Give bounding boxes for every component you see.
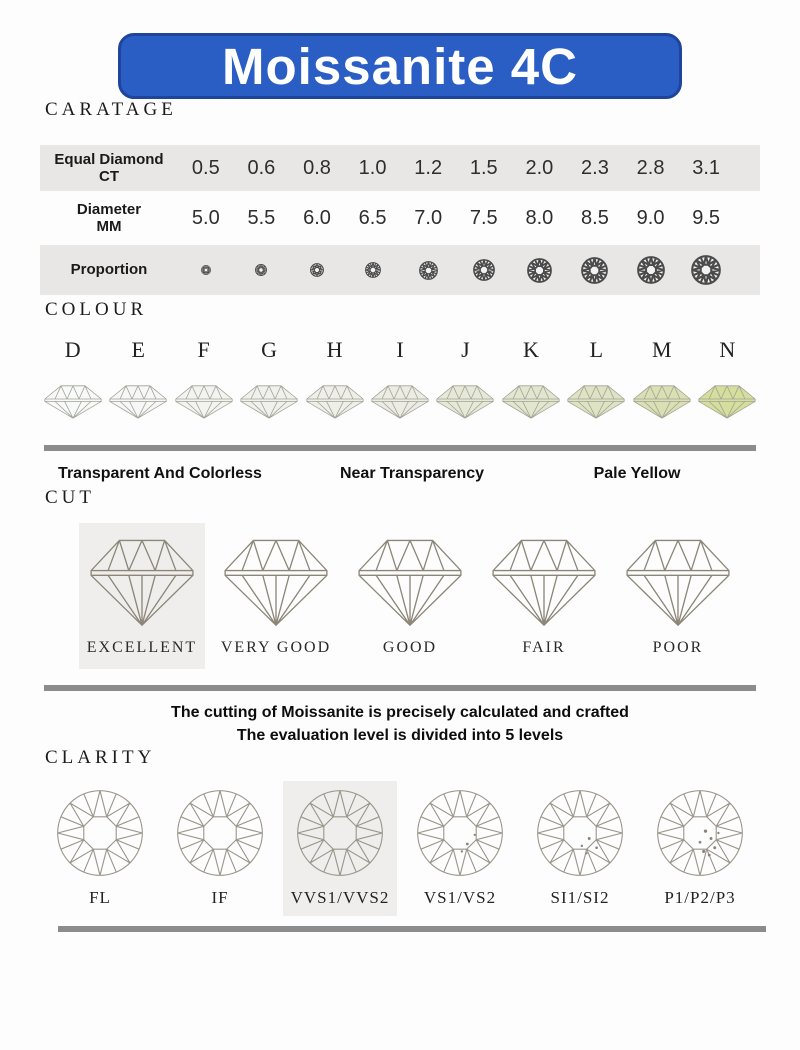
row-label: Diameter MM (76, 200, 142, 235)
mm-value: 5.5 (247, 206, 276, 229)
cut-grade-fair (477, 523, 611, 669)
clarity-diamond-icon (294, 787, 386, 879)
mm-value: 8.0 (525, 206, 554, 229)
proportion-gem-icon (456, 255, 512, 285)
ct-value: 1.2 (414, 156, 443, 179)
gem-side-icon (433, 375, 498, 429)
mm-value: 6.5 (358, 206, 387, 229)
cut-note-line2: The evaluation level is divided into 5 levels (236, 727, 564, 745)
colour-group-label: Near Transparency (339, 465, 485, 482)
gem-side-icon (40, 375, 105, 429)
clarity-diamond-icon (534, 787, 626, 879)
clarity-grade-vvs (280, 781, 400, 916)
gem-side-icon (498, 375, 563, 429)
row-label: Proportion (70, 261, 148, 279)
cut-diamond-icon (218, 531, 334, 629)
clarity-diamond-icon (414, 787, 506, 879)
colour-divider (44, 445, 756, 451)
gem-side-icon (564, 375, 629, 429)
ct-value: 2.8 (636, 156, 665, 179)
clarity-grade-label: VS1/VS2 (423, 888, 497, 908)
clarity-grade-label: VVS1/VVS2 (290, 888, 390, 908)
colour-grade: K (522, 337, 539, 362)
cut-heading: CUT (45, 487, 95, 508)
mm-value: 9.5 (692, 206, 721, 229)
gem-side-icon (695, 375, 760, 429)
cut-grade-label: VERY GOOD (220, 639, 332, 656)
clarity-grade-row (40, 781, 760, 916)
colour-heading: COLOUR (45, 299, 148, 320)
ct-value: 2.3 (581, 156, 609, 179)
proportion-gem-icon (623, 255, 679, 285)
cut-grade-excellent (75, 523, 209, 669)
gem-side-icon (367, 375, 432, 429)
proportion-gem-icon (178, 255, 234, 285)
caratage-heading: CARATAGE (45, 99, 177, 120)
clarity-grade-if (160, 781, 280, 916)
gem-side-icon (629, 375, 694, 429)
mm-value: 9.0 (636, 206, 665, 229)
mm-value: 6.0 (303, 206, 331, 229)
colour-grade: G (261, 337, 278, 362)
ct-value: 0.6 (247, 156, 276, 179)
colour-grade: I (396, 337, 404, 362)
cut-divider (44, 685, 756, 691)
ct-value: 0.8 (303, 156, 331, 179)
clarity-grade-vs (400, 781, 520, 916)
proportion-gem-icon (678, 255, 734, 285)
row-label: Equal Diamond CT (54, 150, 164, 185)
mm-value: 5.0 (191, 206, 220, 229)
proportion-gem-icon (289, 255, 345, 285)
colour-grade: D (64, 337, 81, 362)
colour-grade: L (589, 337, 604, 362)
clarity-grade-label: P1/P2/P3 (664, 888, 736, 908)
caratage-table (40, 145, 760, 295)
page-title: Moissanite 4C (222, 37, 578, 95)
cut-grade-row (75, 523, 745, 669)
cut-diamond-icon (620, 531, 736, 629)
ct-value: 1.0 (358, 156, 387, 179)
clarity-heading: CLARITY (45, 747, 156, 769)
proportion-gem-icon (400, 255, 456, 285)
clarity-divider (58, 926, 766, 932)
colour-group-label: Pale Yellow (593, 465, 681, 482)
mm-value: 8.5 (581, 206, 609, 229)
mm-value: 7.5 (469, 206, 498, 229)
gem-side-icon (236, 375, 301, 429)
gem-side-icon (105, 375, 170, 429)
clarity-grade-fl (40, 781, 160, 916)
clarity-grade-label: FL (89, 888, 111, 908)
cut-grade-poor (611, 523, 745, 669)
proportion-gem-icon (567, 255, 623, 285)
clarity-grade-label: IF (211, 888, 229, 908)
colour-grade: N (719, 337, 736, 362)
clarity-diamond-icon (654, 787, 746, 879)
cut-grade-very-good (209, 523, 343, 669)
cut-grade-good (343, 523, 477, 669)
cut-grade-label: GOOD (382, 639, 438, 656)
table-row-proportion (40, 245, 760, 295)
ct-value: 0.5 (191, 156, 220, 179)
cut-note-line1: The cutting of Moissanite is precisely calculated and crafted (171, 704, 629, 721)
clarity-grade-p (640, 781, 760, 916)
ct-value: 1.5 (469, 156, 498, 179)
cut-diamond-icon (84, 531, 200, 629)
clarity-diamond-icon (54, 787, 146, 879)
colour-gem-row (40, 375, 760, 429)
cut-grade-label: POOR (652, 639, 704, 656)
cut-grade-label: EXCELLENT (86, 639, 198, 656)
colour-group-labels (40, 465, 800, 487)
proportion-gem-icon (345, 255, 401, 285)
colour-grade: M (652, 337, 672, 362)
clarity-grade-label: SI1/SI2 (550, 888, 610, 908)
colour-grade: E (131, 337, 145, 362)
title-banner (118, 33, 682, 99)
table-row-equal-diamond-ct (40, 145, 760, 191)
clarity-grade-si (520, 781, 640, 916)
table-row-diameter-mm (40, 195, 760, 241)
proportion-gem-icon (512, 255, 568, 285)
cut-note (0, 701, 800, 747)
cut-diamond-icon (486, 531, 602, 629)
colour-grade: H (326, 337, 343, 362)
gem-side-icon (302, 375, 367, 429)
colour-grade: F (197, 337, 210, 362)
cut-grade-label: FAIR (522, 639, 566, 656)
colour-grade: J (461, 337, 470, 362)
colour-grade-letters (40, 337, 760, 363)
cut-diamond-icon (352, 531, 468, 629)
colour-group-label: Transparent And Colorless (58, 465, 262, 482)
mm-value: 7.0 (414, 206, 443, 229)
ct-value: 3.1 (692, 156, 721, 179)
clarity-diamond-icon (174, 787, 266, 879)
proportion-gem-icon (234, 255, 290, 285)
gem-side-icon (171, 375, 236, 429)
ct-value: 2.0 (525, 156, 554, 179)
